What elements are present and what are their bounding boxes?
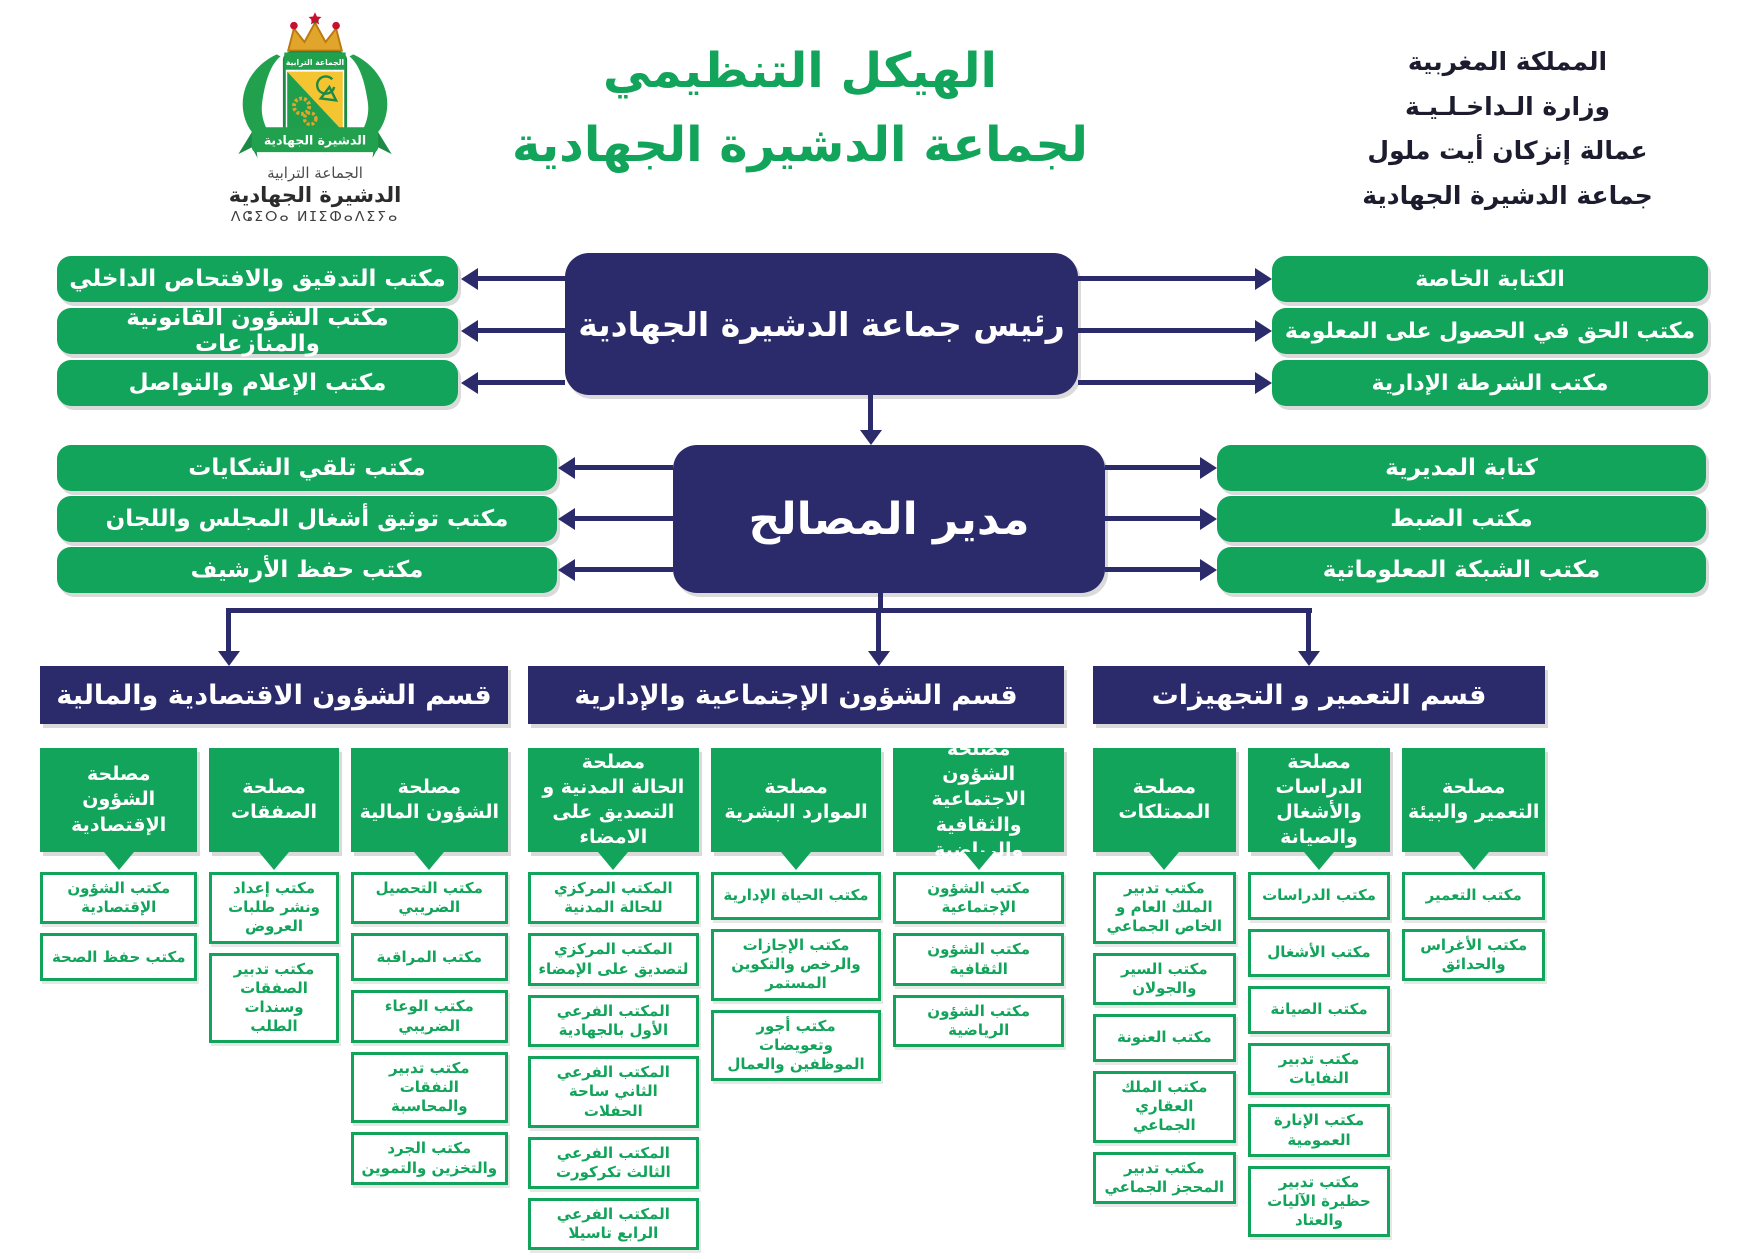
office-box: مكتب حفظ الصحة: [40, 933, 197, 981]
office-box: مكتب التحصيل الضريبي: [351, 872, 508, 924]
president-right-office-secretariat: الكتابة الخاصة: [1272, 256, 1708, 302]
director-box: مدير المصالح: [673, 445, 1105, 593]
service-name: الشؤون المالية: [359, 801, 500, 823]
division-urbanism-equipment: [1093, 666, 1545, 1246]
connector-arrow-down-icon: [868, 395, 873, 430]
ministry-line-prefecture: عمالة إنزكان أيت ملول: [1367, 136, 1648, 165]
office-box: مكتب تدبير الملك العام و الخاص الجماعي: [1093, 872, 1236, 944]
service-name: الموارد البشرية: [724, 801, 868, 823]
service-box: [1093, 748, 1236, 852]
service-column-economic-affairs: [40, 748, 197, 990]
service-prefix: مصلحة: [1441, 775, 1506, 798]
connector-arrow-right-icon: [1105, 465, 1200, 470]
connector-arrow-left-icon: [478, 276, 565, 281]
office-box: مكتب الأغراس والحدائق: [1402, 929, 1545, 981]
office-box: مكتب إعداد ونشر طلبات العروض: [209, 872, 338, 944]
connector-distributor: [226, 608, 1312, 613]
service-name: الشؤون الاجتماعية والثقافية والرياضية: [931, 763, 1026, 861]
office-box: مكتب الشؤون الثقافية: [893, 933, 1064, 985]
service-prefix: مصلحة: [1132, 775, 1197, 798]
office-box: مكتب الإجازات والرخص والتكوين المستمر: [711, 929, 882, 1001]
service-name: الممتلكات: [1118, 801, 1211, 823]
connector-arrow-right-icon: [1105, 516, 1200, 521]
ministry-header: [1285, 40, 1730, 218]
service-column-urbanism-environment: [1402, 748, 1545, 990]
office-box: مكتب الوعاء الضريبي: [351, 990, 508, 1042]
page-title-line1: الهيكل التنظيمي: [603, 43, 997, 99]
connector-arrow-left-icon: [478, 328, 565, 333]
office-box: مكتب الجرد والتخزين والتموين: [351, 1132, 508, 1184]
connector-arrow-down-icon: [226, 613, 231, 651]
service-box: [1248, 748, 1391, 852]
division-title: قسم الشؤون الإجتماعية والإدارية: [528, 666, 1064, 724]
connector-arrow-right-icon: [1078, 276, 1255, 281]
logo-caption-commune-name: الدشيرة الجهادية: [228, 183, 402, 207]
service-box: [1402, 748, 1545, 852]
office-box: مكتب الأشغال: [1248, 929, 1391, 977]
office-box: المكتب المركزي لتصديق على الإمضاء: [528, 933, 699, 985]
office-box: مكتب التعمير: [1402, 872, 1545, 920]
service-box: [528, 748, 699, 852]
service-prefix: مصلحة: [397, 775, 462, 798]
page-title: [480, 34, 1120, 183]
connector-arrow-left-icon: [575, 516, 673, 521]
ministry-line-interior: وزارة الـداخـلـيـة: [1404, 91, 1611, 121]
service-column-social-cultural-sports: [893, 738, 1064, 1056]
commune-logo-graphic: [200, 12, 430, 162]
office-box: مكتب العنونة: [1093, 1014, 1236, 1062]
president-left-office-legal: مكتب الشؤون القانونية والمنازعات: [57, 308, 458, 354]
service-prefix: مصلحة: [87, 763, 151, 786]
service-column-financial-affairs: [351, 748, 508, 1194]
connector-arrow-down-icon: [1306, 613, 1311, 651]
division-economic-financial: [40, 666, 508, 1194]
logo-caption-tifinagh: ⴷⵛⵉⵔⴰ ⵍⵊⵉⵀⴰⴷⵉⵢⴰ: [230, 209, 400, 225]
office-box: مكتب تدبير المحجز الجماعي: [1093, 1152, 1236, 1204]
director-right-office-registry: مكتب الضبط: [1217, 496, 1706, 542]
service-column-civil-status: [528, 748, 699, 1259]
office-box: المكتب المركزي للحالة المدنية: [528, 872, 699, 924]
director-right-office-directorate-secretariat: كتابة المديرية: [1217, 445, 1706, 491]
president-box: رئيس جماعة الدشيرة الجهادية: [565, 253, 1078, 395]
director-left-office-complaints: مكتب تلقي الشكايات: [57, 445, 557, 491]
office-box: المكتب الفرعي الأول بالجهادية: [528, 995, 699, 1047]
office-box: مكتب تدبير الصفقات وسندات الطلب: [209, 953, 338, 1044]
office-box: مكتب تدبير النفايات: [1248, 1043, 1391, 1095]
president-left-office-audit: مكتب التدقيق والافتحاص الداخلي: [57, 256, 458, 302]
service-prefix: مصلحة: [946, 738, 1011, 761]
office-box: مكتب الإنارة العمومية: [1248, 1104, 1391, 1156]
service-prefix: مصلحة: [581, 750, 646, 773]
connector-arrow-left-icon: [575, 567, 673, 572]
office-box: المكتب الفرعي الرابع تاسيلا: [528, 1198, 699, 1250]
service-name: الدراسات والأشغال والصيانة: [1275, 775, 1363, 849]
logo-banner-bottom: الدشيرة الجهادية: [263, 132, 367, 148]
service-box: [351, 748, 508, 852]
service-column-studies-works-maintenance: [1248, 748, 1391, 1246]
office-box: مكتب الشؤون الإقتصادية: [40, 872, 197, 924]
service-prefix: مصلحة: [1287, 750, 1351, 773]
service-box: [711, 748, 882, 852]
office-box: مكتب الشؤون الإجتماعية: [893, 872, 1064, 924]
ministry-line-kingdom: المملكة المغربية: [1407, 47, 1608, 76]
service-column-properties: [1093, 748, 1236, 1213]
service-column-procurement: [209, 748, 338, 1052]
connector-arrow-right-icon: [1105, 567, 1200, 572]
connector-arrow-right-icon: [1078, 328, 1255, 333]
connector-arrow-left-icon: [575, 465, 673, 470]
service-name: الصفقات: [231, 801, 317, 823]
office-box: مكتب الدراسات: [1248, 872, 1391, 920]
office-box: المكتب الفرعي الثاني ساحة الحفلات: [528, 1056, 699, 1128]
service-name: الحالة المدنية و التصديق على الامضاء: [542, 775, 685, 849]
service-name: الشؤون الإقتصادية: [71, 788, 167, 836]
office-box: مكتب الملك العقاري الجماعي: [1093, 1071, 1236, 1143]
connector-arrow-down-icon: [876, 613, 881, 651]
president-left-office-media: مكتب الإعلام والتواصل: [57, 360, 458, 406]
logo-banner-top: الجماعة الترابية: [285, 57, 345, 67]
office-box: مكتب تدبير حظيرة الآليات والعتاد: [1248, 1166, 1391, 1238]
director-right-office-it-network: مكتب الشبكة المعلوماتية: [1217, 547, 1706, 593]
logo-caption-commune-type: الجماعة الترابية: [267, 164, 363, 182]
service-prefix: مصلحة: [764, 775, 828, 798]
division-title: قسم الشؤون الاقتصادية والمالية: [40, 666, 508, 724]
commune-emblem: [150, 12, 480, 225]
office-box: مكتب أجور وتعويضات الموظفين والعمال: [711, 1010, 882, 1082]
connector-arrow-left-icon: [478, 380, 565, 385]
office-box: مكتب الصيانة: [1248, 986, 1391, 1034]
director-left-office-council-docs: مكتب توثيق أشغال المجلس واللجان: [57, 496, 557, 542]
division-social-administrative: [528, 666, 1064, 1259]
page-title-line2: لجماعة الدشيرة الجهادية: [512, 117, 1088, 174]
connector-arrow-right-icon: [1078, 380, 1255, 385]
office-box: المكتب الفرعي الثالث تكركورت: [528, 1137, 699, 1189]
division-title: قسم التعمير و التجهيزات: [1093, 666, 1545, 724]
office-box: مكتب المراقبة: [351, 933, 508, 981]
director-left-office-archive: مكتب حفظ الأرشيف: [57, 547, 557, 593]
office-box: مكتب الحياة الإدارية: [711, 872, 882, 920]
service-name: التعمير والبيئة: [1408, 801, 1540, 823]
service-box: [893, 738, 1064, 861]
president-right-office-admin-police: مكتب الشرطة الإدارية: [1272, 360, 1708, 406]
service-box: [209, 748, 338, 852]
service-box: [40, 748, 197, 852]
office-box: مكتب تدبير النفقات والمحاسبة: [351, 1052, 508, 1124]
president-right-office-information-access: مكتب الحق في الحصول على المعلومة: [1272, 308, 1708, 354]
ministry-line-commune: جماعة الدشيرة الجهادية: [1362, 180, 1653, 210]
office-box: مكتب الشؤون الرياضية: [893, 995, 1064, 1047]
office-box: مكتب السير والجولان: [1093, 953, 1236, 1005]
service-prefix: مصلحة: [242, 775, 306, 798]
service-column-human-resources: [711, 748, 882, 1090]
